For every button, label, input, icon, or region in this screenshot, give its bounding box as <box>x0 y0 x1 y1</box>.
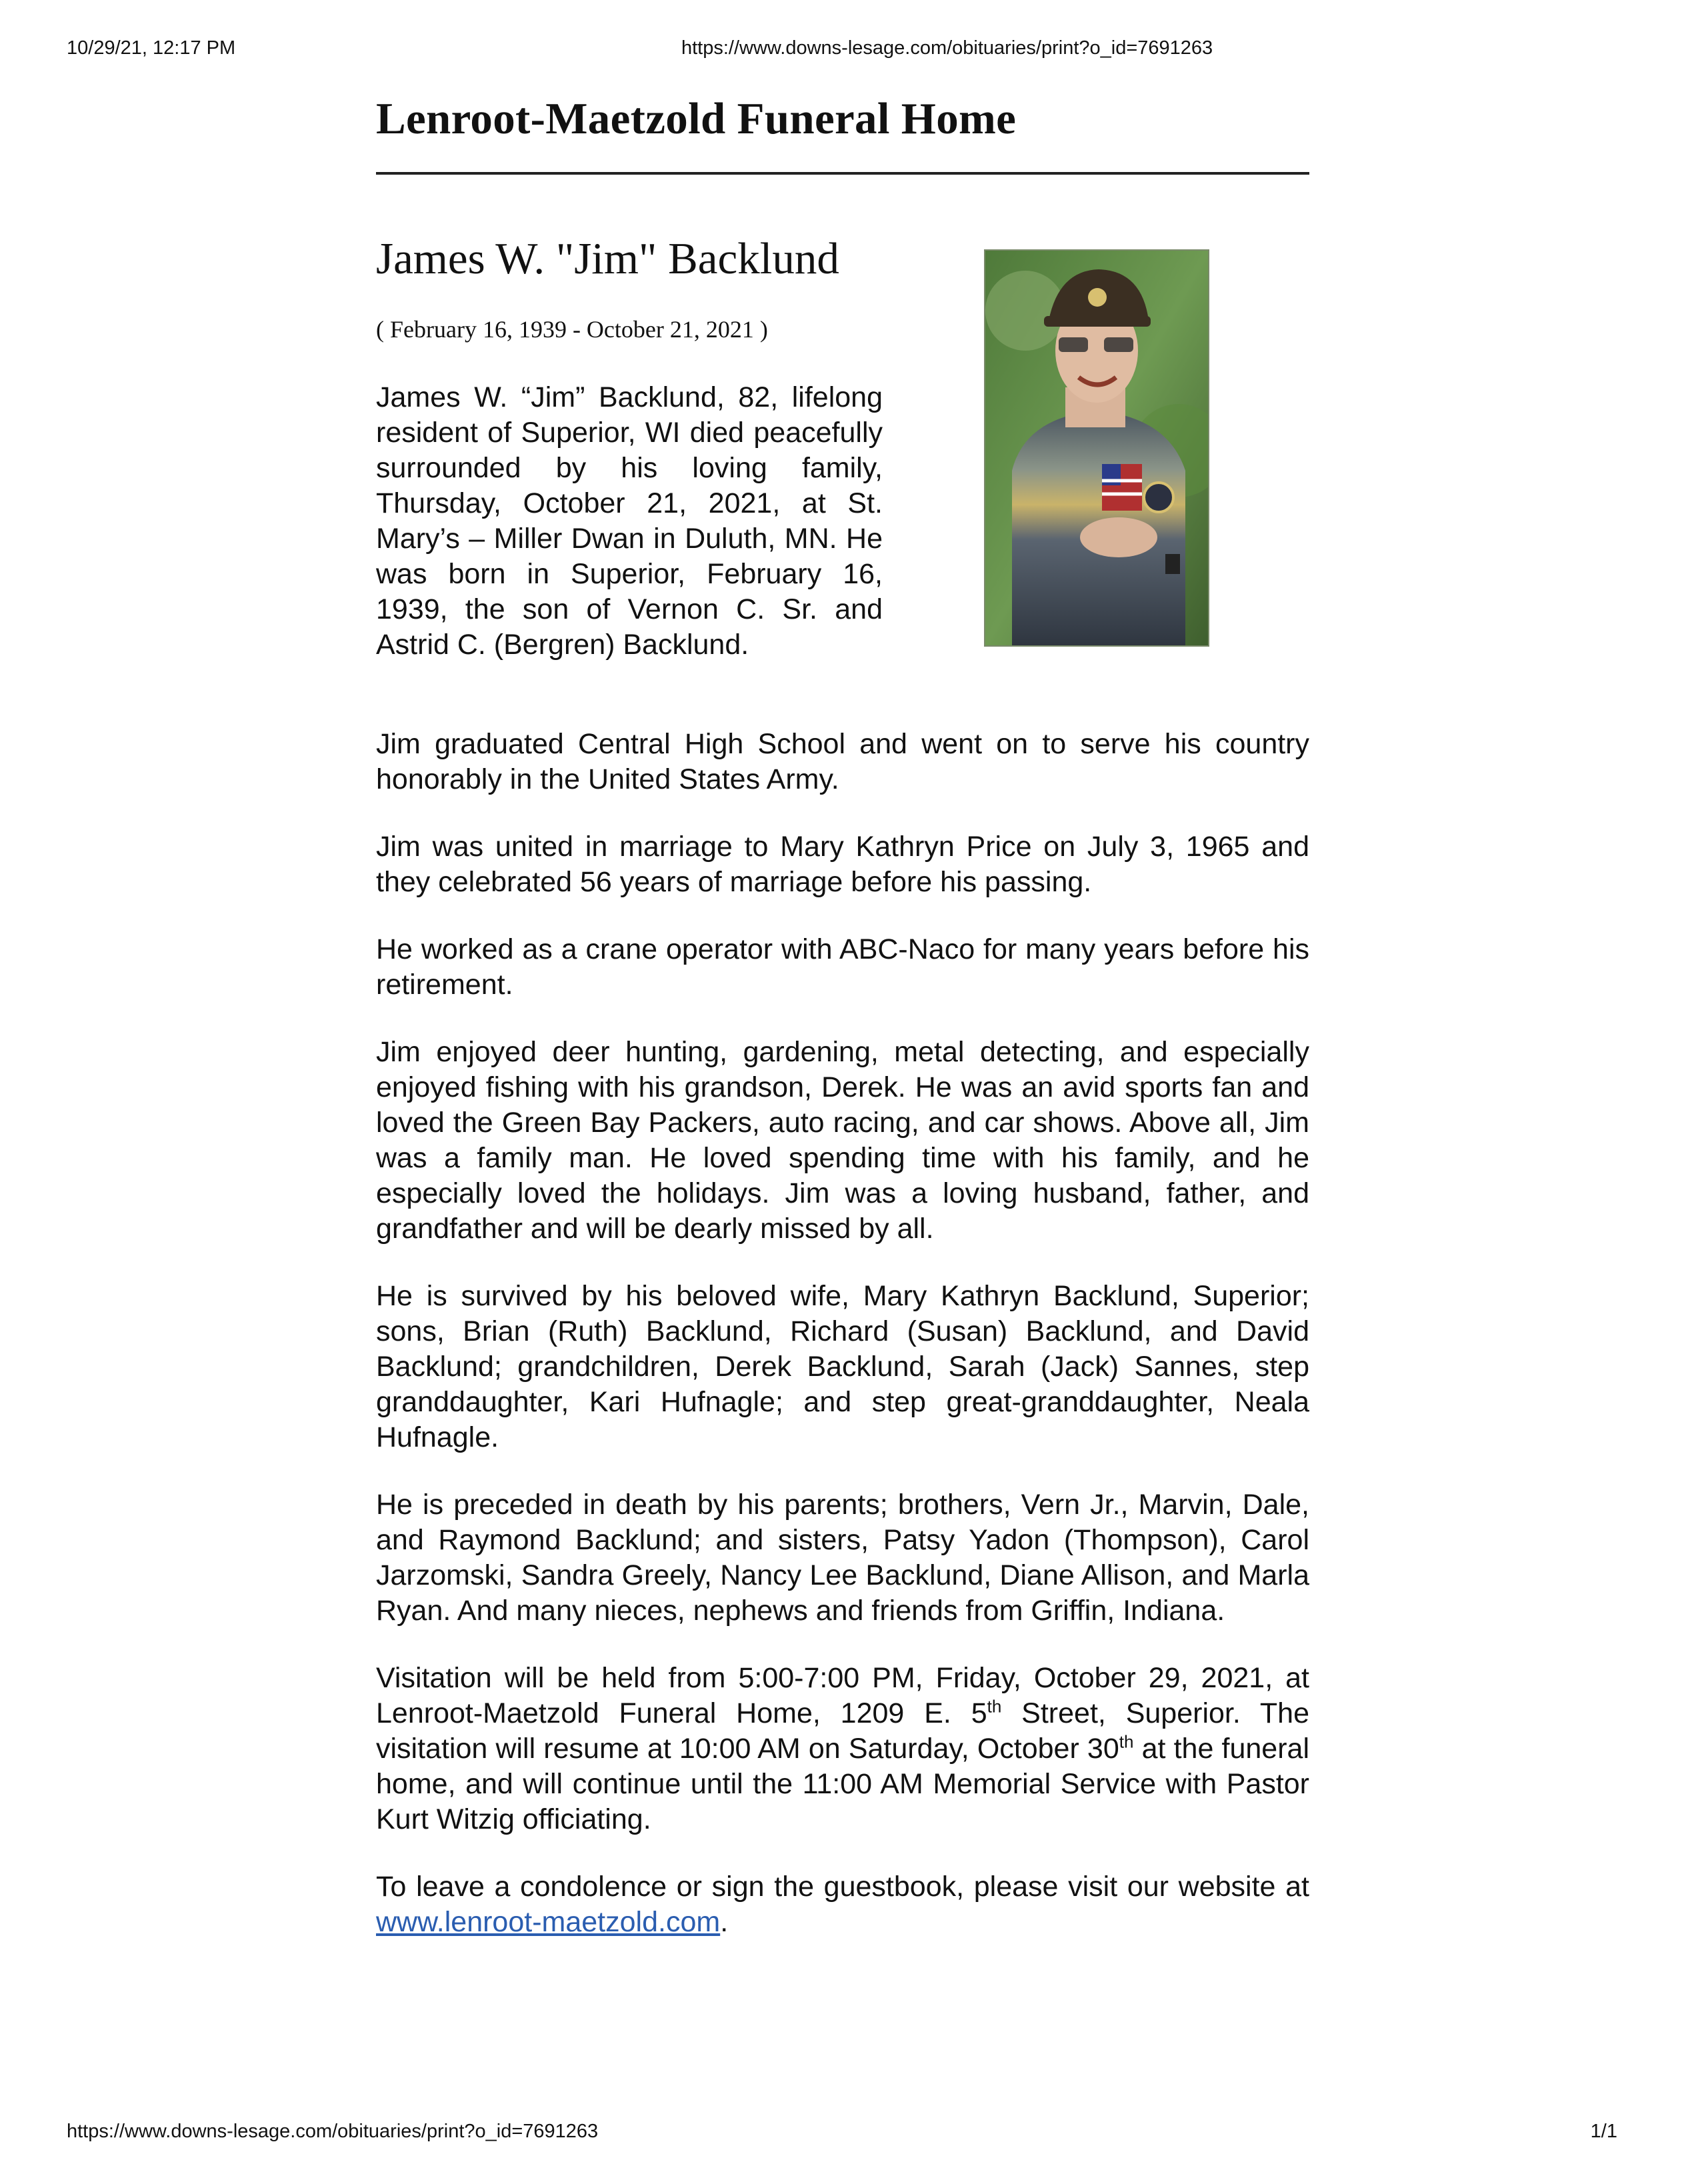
paragraph-marriage: Jim was united in marriage to Mary Kathryn Price on July 3, 1965 and they celebrated 56 years of marriage before his passing. <box>376 831 1309 898</box>
visitation-text-3: at the funeral home, and will continue until the 11:00 AM Memorial Service with Pastor Kurt Witzig officiating. <box>376 1733 1309 1835</box>
obituary-intro: James W. “Jim” Backlund, 82, lifelong resident of Superior, WI died peacefully surrounded by his loving family, Thursday, October 21, 2021, at St. Mary’s – Miller Dwan in Duluth, MN. He was born in Superior, February 16, 1939, the son of Vernon C. Sr. and Astrid C. (Bergren) Backlund. <box>376 381 883 661</box>
obituary-dates: ( February 16, 1939 - October 21, 2021 ) <box>376 316 768 343</box>
paragraph-survived-by: He is survived by his beloved wife, Mary Kathryn Backlund, Superior; sons, Brian (Ruth) Backlund, Richard (Susan) Backlund, and David Backlund; grandchildren, Derek Backlund, Sarah (Jack) Sannes, step granddaughter, Kari Hufnagle; and step great-granddaughter, Neala Hufnagle. <box>376 1280 1309 1453</box>
visitation-sup-2: th <box>1119 1731 1134 1752</box>
paragraph-visitation <box>376 1661 1309 1837</box>
footer-url: https://www.downs-lesage.com/obituaries/print?o_id=7691263 <box>67 2121 599 2142</box>
website-link[interactable]: www.lenroot-maetzold.com <box>376 1906 721 1938</box>
portrait-photo <box>984 249 1209 647</box>
paragraph-education: Jim graduated Central High School and went on to serve his country honorably in the United States Army. <box>376 728 1309 795</box>
print-datetime: 10/29/21, 12:17 PM <box>67 37 236 59</box>
obituary-name: James W. "Jim" Backlund <box>376 234 839 283</box>
page-number: 1/1 <box>1590 2121 1617 2142</box>
obituary-body <box>376 727 1309 1972</box>
paragraph-hobbies: Jim enjoyed deer hunting, gardening, metal detecting, and especially enjoyed fishing with his grandson, Derek. He was an avid sports fan and loved the Green Bay Packers, auto racing, and car shows. Above all, Jim was a family man. He loved spending time with his family, and he especially loved the holidays. Jim was a loving husband, father, and grandfather and will be dearly missed by all. <box>376 1036 1309 1245</box>
print-header <box>67 37 1617 64</box>
paragraph-condolence <box>376 1869 1309 1940</box>
visitation-text-1: Visitation will be held from 5:00-7:00 PM, Friday, October 29, 2021, at Lenroot-Maetzold Funeral Home, 1209 E. 5 <box>376 1662 1309 1729</box>
paragraph-career: He worked as a crane operator with ABC-Naco for many years before his retirement. <box>376 933 1309 1001</box>
visitation-sup-1: th <box>987 1696 1002 1717</box>
print-footer <box>67 2121 1617 2147</box>
site-title: Lenroot-Maetzold Funeral Home <box>376 94 1017 143</box>
print-url: https://www.downs-lesage.com/obituaries/print?o_id=7691263 <box>681 37 1213 59</box>
title-divider <box>376 172 1309 175</box>
condolence-text: To leave a condolence or sign the guestbook, please visit our website at <box>376 1871 1309 1903</box>
condolence-end: . <box>720 1906 729 1938</box>
paragraph-preceded-by: He is preceded in death by his parents; brothers, Vern Jr., Marvin, Dale, and Raymond Backlund; and sisters, Patsy Yadon (Thompson), Carol Jarzomski, Sandra Greely, Nancy Lee Backlund, Diane Allison, and Marla Ryan. And many nieces, nephews and friends from Griffin, Indiana. <box>376 1489 1309 1627</box>
visitation-text-2: Street, Superior. The visitation will resume at 10:00 AM on Saturday, October 30 <box>376 1697 1310 1765</box>
